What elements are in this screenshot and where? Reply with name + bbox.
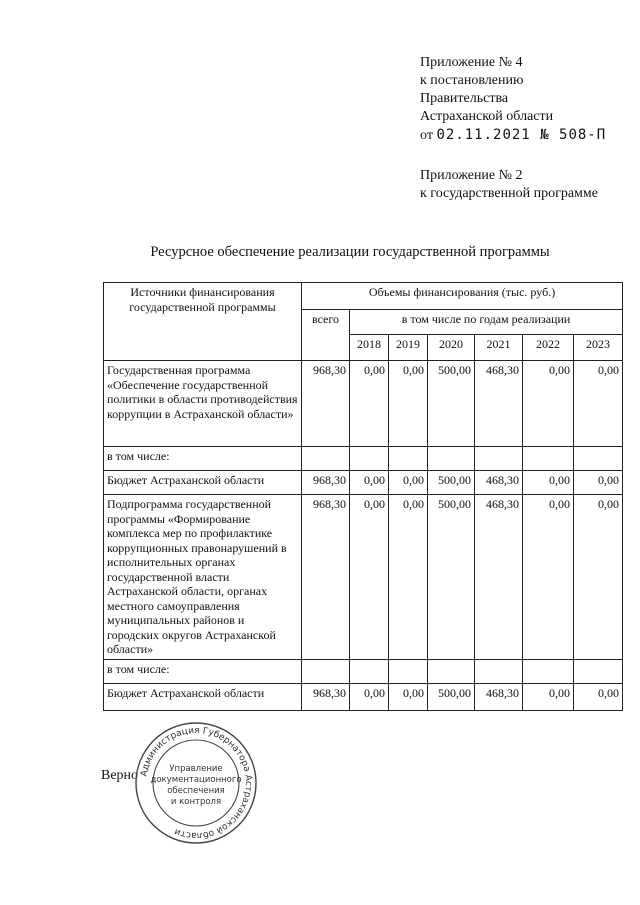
cell-value	[523, 447, 574, 471]
cell-total	[302, 659, 350, 683]
cell-value	[475, 659, 523, 683]
appendix-number: Приложение № 4	[420, 55, 523, 70]
header-source: Источники финансирования государственной программы	[104, 283, 302, 361]
cell-value: 0,00	[389, 495, 428, 660]
row-label: Бюджет Астраханской области	[104, 683, 302, 710]
verno-label: Верно	[101, 768, 139, 783]
cell-value: 468,30	[475, 361, 523, 447]
header-year: 2023	[574, 335, 623, 361]
row-label: в том числе:	[104, 659, 302, 683]
table-row	[104, 495, 623, 660]
cell-value	[428, 447, 475, 471]
cell-value	[475, 447, 523, 471]
cell-value: 0,00	[523, 683, 574, 710]
cell-total: 968,30	[302, 495, 350, 660]
table-row	[104, 659, 623, 683]
cell-value: 500,00	[428, 495, 475, 660]
government-line: Правительства	[420, 91, 509, 106]
appendix2-number: Приложение № 2	[420, 168, 523, 183]
official-seal	[128, 722, 264, 844]
table-row	[104, 683, 623, 710]
cell-total: 968,30	[302, 683, 350, 710]
cell-value: 0,00	[350, 361, 389, 447]
header-year: 2021	[475, 335, 523, 361]
cell-value	[428, 659, 475, 683]
appendix-header	[420, 54, 606, 203]
cell-value: 0,00	[523, 495, 574, 660]
cell-value	[523, 659, 574, 683]
cell-value	[389, 659, 428, 683]
seal-center-line: Управление	[169, 764, 223, 774]
cell-value: 0,00	[389, 471, 428, 495]
date-line	[420, 126, 606, 145]
cell-value: 0,00	[574, 471, 623, 495]
seal-stamp-icon	[128, 722, 264, 844]
cell-value: 0,00	[389, 361, 428, 447]
header-year: 2022	[523, 335, 574, 361]
funding-table	[103, 282, 623, 711]
cell-value: 468,30	[475, 471, 523, 495]
cell-value: 500,00	[428, 683, 475, 710]
row-label: Подпрограмма государственной программы «Формирование комплекса мер по профилактике коррупционных правонарушений в исполнительных органах государственной власти Астраханской области, органах местного самоуправления муниципальных районов и городских округов Астраханской области»	[104, 495, 302, 660]
seal-center-line: документационного	[150, 775, 242, 785]
seal-ring-text: Администрация Губернатора Астраханской области	[139, 725, 254, 841]
header-year: 2018	[350, 335, 389, 361]
cell-value: 468,30	[475, 683, 523, 710]
region-line: Астраханской области	[420, 109, 554, 124]
cell-value: 500,00	[428, 471, 475, 495]
header-volume: Объемы финансирования (тыс. руб.)	[302, 283, 623, 310]
row-label: в том числе:	[104, 447, 302, 471]
cell-value: 468,30	[475, 495, 523, 660]
cell-value	[350, 447, 389, 471]
header-year: 2020	[428, 335, 475, 361]
row-label: Бюджет Астраханской области	[104, 471, 302, 495]
table-row	[104, 471, 623, 495]
cell-value: 0,00	[350, 683, 389, 710]
date-prefix: от	[420, 128, 433, 143]
resolution-line: к постановлению	[420, 73, 524, 88]
cell-value: 500,00	[428, 361, 475, 447]
seal-center-line: и контроля	[170, 797, 222, 807]
cell-total: 968,30	[302, 471, 350, 495]
cell-value: 0,00	[523, 361, 574, 447]
program-line: к государственной программе	[420, 186, 598, 201]
cell-value: 0,00	[389, 683, 428, 710]
cell-value	[350, 659, 389, 683]
cell-value	[574, 447, 623, 471]
row-label: Государственная программа «Обеспечение государственной политики в области противодействия коррупции в Астраханской области»	[104, 361, 302, 447]
header-year: 2019	[389, 335, 428, 361]
cell-value	[574, 659, 623, 683]
handwritten-date: 02.11.2021 № 508-П	[436, 127, 607, 143]
header-total: всего	[302, 310, 350, 361]
table-row	[104, 447, 623, 471]
cell-value: 0,00	[350, 471, 389, 495]
cell-value: 0,00	[574, 495, 623, 660]
seal-center-line: обеспечения	[167, 786, 225, 796]
cell-value	[389, 447, 428, 471]
cell-value: 0,00	[350, 495, 389, 660]
cell-total	[302, 447, 350, 471]
cell-value: 0,00	[523, 471, 574, 495]
cell-total: 968,30	[302, 361, 350, 447]
table-row	[104, 361, 623, 447]
header-by-years: в том числе по годам реализации	[350, 310, 623, 335]
cell-value: 0,00	[574, 683, 623, 710]
cell-value: 0,00	[574, 361, 623, 447]
document-title: Ресурсное обеспечение реализации государственной программы	[150, 244, 550, 260]
